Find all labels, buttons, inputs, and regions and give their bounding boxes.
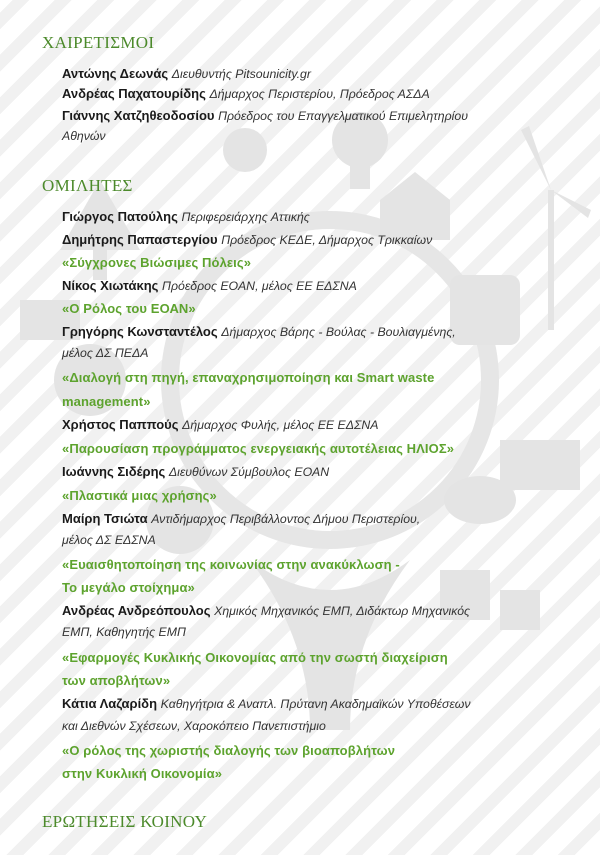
speaker-item xyxy=(62,322,582,342)
person-role: Διευθυντής Pitsounicity.gr xyxy=(171,67,311,81)
speaker-role: Καθηγήτρια & Αναπλ. Πρύτανη Ακαδημαϊκών Υποθέσεων xyxy=(160,697,471,711)
speaker-item xyxy=(62,694,582,714)
talk-title-continued: στην Κυκλική Οικονομία» xyxy=(62,766,223,781)
talk-title-continued: Το μεγάλο στοίχημα» xyxy=(62,580,195,595)
speaker-role-cont xyxy=(62,716,582,736)
greetings-heading: ΧΑΙΡΕΤΙΣΜΟΙ xyxy=(42,33,155,52)
speaker-name: Χρήστος Παππούς xyxy=(62,417,179,432)
speaker-item xyxy=(62,276,582,296)
talk-title: «Σύγχρονες Βιώσιμες Πόλεις» xyxy=(62,255,252,270)
talk-title: «Εφαρμογές Κυκλικής Οικονομίας από την σωστή διαχείριση xyxy=(62,650,448,665)
talk-title: «Πλαστικά μιας χρήσης» xyxy=(62,488,217,503)
speakers-heading: ΟΜΙΛΗΤΕΣ xyxy=(42,176,133,195)
speaker-item xyxy=(62,509,582,529)
person-name: Γιάννης Χατζηθεοδοσίου xyxy=(62,108,215,123)
speaker-role: Δήμαρχος Φυλής, μέλος ΕΕ ΕΔΣΝΑ xyxy=(182,418,379,432)
speaker-role: Διευθύνων Σύμβουλος ΕΟΑΝ xyxy=(168,465,330,479)
greeting-item xyxy=(62,106,582,126)
person-role: Δήμαρχος Περιστερίου, Πρόεδρος ΑΣΔΑ xyxy=(209,87,430,101)
talk-title: «Διαλογή στη πηγή, επαναχρησιμοποίηση και Smart waste xyxy=(62,370,435,385)
speaker-name: Νίκος Χιωτάκης xyxy=(62,278,159,293)
speaker-role-continued: μέλος ΔΣ ΠΕΔΑ xyxy=(62,346,149,360)
speaker-role: Αντιδήμαρχος Περιβάλλοντος Δήμου Περιστερίου, xyxy=(151,512,421,526)
speaker-role-cont xyxy=(62,343,582,363)
talk-title: «Ευαισθητοποίηση της κοινωνίας στην ανακύκλωση - xyxy=(62,557,400,572)
speaker-role-continued: και Διεθνών Σχέσεων, Χαροκόπειο Πανεπιστήμιο xyxy=(62,719,326,733)
speaker-name: Ιωάννης Σιδέρης xyxy=(62,464,166,479)
talk-title: «Παρουσίαση προγράμματος ενεργειακής αυτοτέλειας ΗΛΙΟΣ» xyxy=(62,441,455,456)
speaker-name: Γιώργος Πατούλης xyxy=(62,209,178,224)
speaker-role-cont xyxy=(62,530,582,550)
speaker-role: Δήμαρχος Βάρης - Βούλας - Βουλιαγμένης, xyxy=(221,325,456,339)
person-name: Αντώνης Δεωνάς xyxy=(62,66,169,81)
speaker-name: Δημήτρης Παπαστεργίου xyxy=(62,232,218,247)
person-role: Πρόεδρος του Επαγγελματικού Επιμελητηρίου xyxy=(218,109,468,123)
speaker-name: Ανδρέας Ανδρεόπουλος xyxy=(62,603,211,618)
talk-title-continued: των αποβλήτων» xyxy=(62,673,171,688)
speaker-item xyxy=(62,207,582,227)
speaker-role-continued: ΕΜΠ, Καθηγητής ΕΜΠ xyxy=(62,625,186,639)
speaker-name: Μαίρη Τσιώτα xyxy=(62,511,148,526)
talk-title-continued: management» xyxy=(62,394,151,409)
speaker-role: Πρόεδρος ΕΟΑΝ, μέλος ΕΕ ΕΔΣΝΑ xyxy=(162,279,357,293)
speaker-name: Κάτια Λαζαρίδη xyxy=(62,696,158,711)
greeting-item xyxy=(62,64,582,84)
speaker-item xyxy=(62,230,582,250)
speaker-role: Πρόεδρος ΚΕΔΕ, Δήμαρχος Τρικκαίων xyxy=(221,233,433,247)
speaker-role: Χημικός Μηχανικός ΕΜΠ, Διδάκτωρ Μηχανικός xyxy=(214,604,471,618)
speaker-item xyxy=(62,462,582,482)
talk-title: «Ο Ρόλος του ΕΟΑΝ» xyxy=(62,301,196,316)
greeting-item xyxy=(62,84,582,104)
talk-title: «Ο ρόλος της χωριστής διαλογής των βιοαποβλήτων xyxy=(62,743,396,758)
speaker-name: Γρηγόρης Κωνσταντέλος xyxy=(62,324,218,339)
speaker-item xyxy=(62,601,582,621)
questions-heading: ΕΡΩΤΗΣΕΙΣ ΚΟΙΝΟΥ xyxy=(42,812,208,831)
person-role-continued: Αθηνών xyxy=(62,129,106,143)
greeting-item-role-cont xyxy=(62,126,582,146)
speaker-role-cont xyxy=(62,622,582,642)
person-name: Ανδρέας Παχατουρίδης xyxy=(62,86,206,101)
speaker-item xyxy=(62,415,582,435)
speaker-role: Περιφερειάρχης Αττικής xyxy=(181,210,310,224)
speaker-role-continued: μέλος ΔΣ ΕΔΣΝΑ xyxy=(62,533,156,547)
